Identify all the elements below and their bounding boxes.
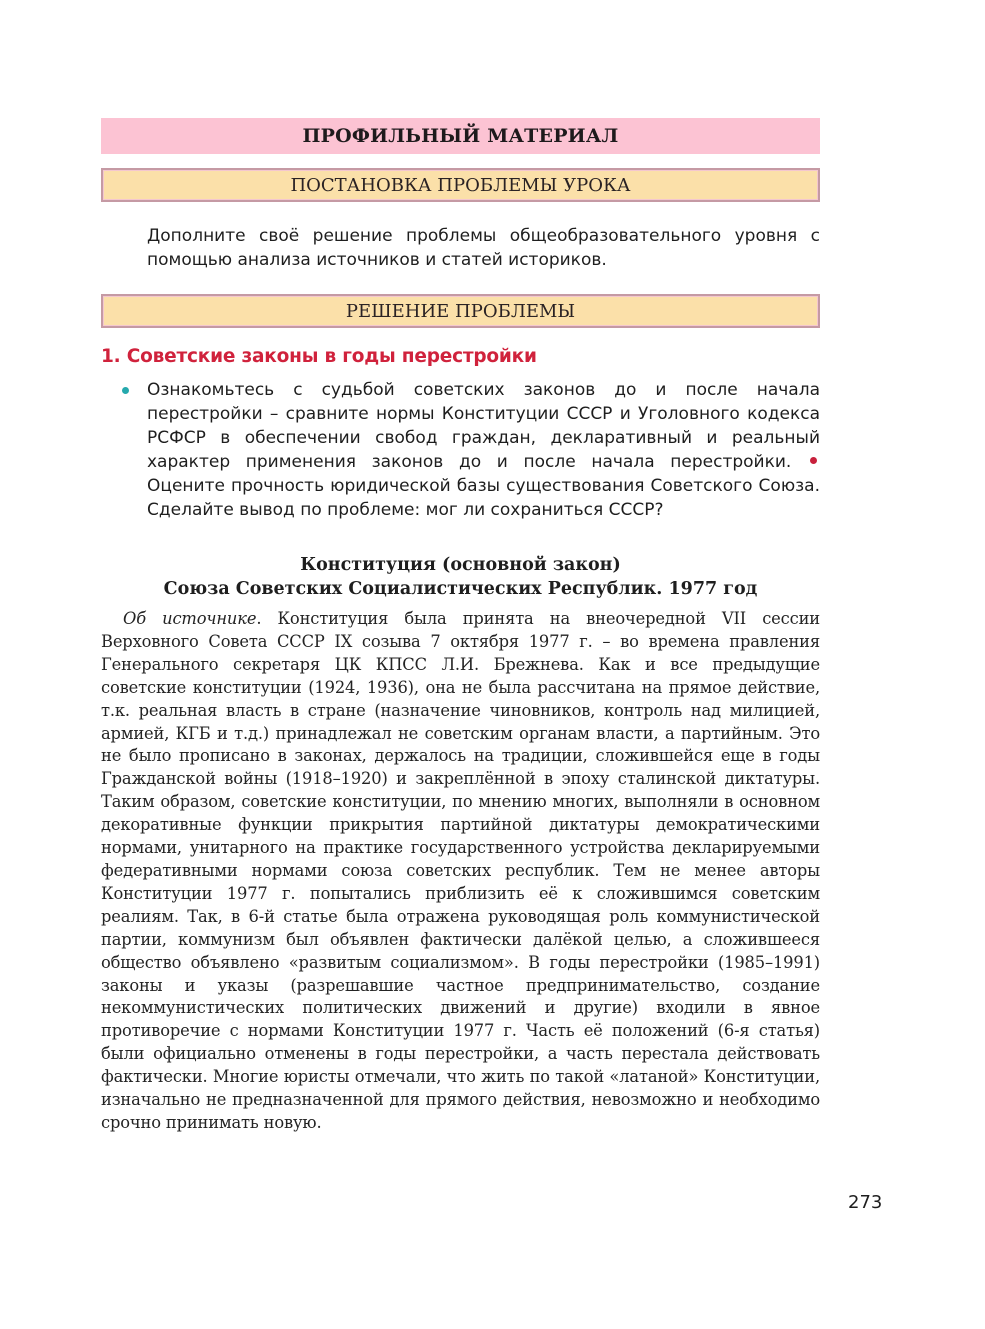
document-title-line2: Союза Советских Социалистических Республик. 1977 год bbox=[163, 579, 758, 599]
source-body-text: . Конституция была принята на внеочередной VII сессии Верховного Совета СССР IX созыва 7 октября 1977 г. – во времена правления Генерального секретаря ЦК КПСС Л.И. Брежнева. Как и все предыдущие советские конституции (1924, 1936), она не была рассчитана на прямое действие, т.к. реальная власть в стране (назначение чиновников, контроль над милицией, армией, КГБ и т.д.) принадлежал не советским органам власти, а партийным. Это не было прописано в законах, держалось на традиции, сложившейся еще в годы Гражданской войны (1918–1920) и закреплённой в эпоху сталинской диктатуры. Таким образом, советские конституции, по мнению многих, выполняли в основном декоративные функции прикрытия партийной диктатуры демократическими нормами, унитарного на практике государственного устройства декларируемыми федеративными нормами союза советских республик. Тем не менее авторы Конституции 1977 г. попытались приблизить её к сложившимся советским реалиям. Так, в 6-й статье была отражена руководящая роль коммунистической партии, коммунизм был объявлен фактически далёкой целью, а сложившееся общество объявлено «развитым социализмом». В годы перестройки (1985–1991) законы и указы (разрешавшие частное предпринимательство, создание некоммунистических политических движений и другие) входили в явное противоречие с нормами Конституции 1977 г. Часть её положений (6-я статья) были официально отменены в годы перестройки, а часть перестала действовать фактически. Многие юристы отмечали, что жить по такой «латаной» Конституции, изначально не предназначенной для прямого действия, невозможно и необходимо срочно принимать новую. bbox=[101, 609, 821, 1132]
profile-material-banner bbox=[101, 118, 820, 154]
bullet-icon bbox=[122, 387, 129, 394]
intro-paragraph: Дополните своё решение проблемы общеобразовательного уровня с помощью анализа источников и статей историков. bbox=[147, 226, 820, 270]
task-paragraph bbox=[147, 378, 820, 522]
problem-solution-banner bbox=[101, 294, 820, 328]
document-title bbox=[101, 553, 820, 601]
section-heading: 1. Советские законы в годы перестройки bbox=[101, 346, 537, 367]
source-lead: Об источнике bbox=[123, 609, 257, 628]
task-text-part1: Ознакомьтесь с судьбой советских законов до и после начала перестройки – сравните нормы Конституции СССР и Уголовного кодекса РСФСР в обеспечении свобод граждан, декларативный и реальный характер применения законов до и после начала перестройки. bbox=[147, 380, 820, 472]
profile-material-title: ПРОФИЛЬНЫЙ МАТЕРИАЛ bbox=[302, 125, 619, 147]
problem-statement-banner bbox=[101, 168, 820, 202]
task-text-part2: Оцените прочность юридической базы существования Советского Союза. Сделайте вывод по проблеме: мог ли сохраниться СССР? bbox=[147, 476, 820, 520]
problem-statement-title: ПОСТАНОВКА ПРОБЛЕМЫ УРОКА bbox=[290, 174, 631, 196]
problem-solution-title: РЕШЕНИЕ ПРОБЛЕМЫ bbox=[345, 300, 576, 322]
document-body bbox=[101, 608, 820, 1135]
page-number: 273 bbox=[848, 1192, 883, 1213]
document-title-line1: Конституция (основной закон) bbox=[300, 555, 621, 575]
bullet-red-icon bbox=[810, 457, 817, 464]
